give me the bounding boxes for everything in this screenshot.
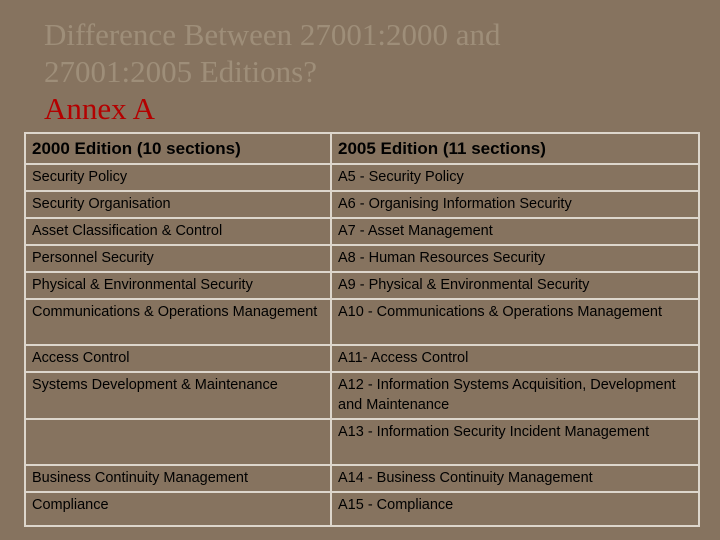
cell-2000-empty bbox=[25, 419, 331, 465]
cell-2005: A14 - Business Continuity Management bbox=[331, 465, 699, 492]
cell-2000: Access Control bbox=[25, 345, 331, 372]
cell-2000: Compliance bbox=[25, 492, 331, 526]
table-row bbox=[25, 345, 699, 372]
cell-2005: A12 - Information Systems Acquisition, Development and Maintenance bbox=[331, 372, 699, 419]
table-row bbox=[25, 272, 699, 299]
table-row bbox=[25, 465, 699, 492]
cell-2005: A7 - Asset Management bbox=[331, 218, 699, 245]
cell-2000: Security Organisation bbox=[25, 191, 331, 218]
cell-2005: A8 - Human Resources Security bbox=[331, 245, 699, 272]
table-row bbox=[25, 372, 699, 419]
slide-subtitle: Annex A bbox=[44, 91, 156, 126]
table-row bbox=[25, 419, 699, 465]
table-row bbox=[25, 164, 699, 191]
table-row bbox=[25, 492, 699, 526]
cell-2000: Systems Development & Maintenance bbox=[25, 372, 331, 419]
cell-2005: A13 - Information Security Incident Management bbox=[331, 419, 699, 465]
table-header-row bbox=[25, 133, 699, 164]
cell-2000: Communications & Operations Management bbox=[25, 299, 331, 345]
cell-2005: A11- Access Control bbox=[331, 345, 699, 372]
header-2000-edition: 2000 Edition (10 sections) bbox=[25, 133, 331, 164]
cell-2000: Business Continuity Management bbox=[25, 465, 331, 492]
title-line-1: Difference Between 27001:2000 and bbox=[44, 17, 501, 52]
cell-2005: A5 - Security Policy bbox=[331, 164, 699, 191]
title-line-2: 27001:2005 Editions? bbox=[44, 54, 317, 89]
table-row bbox=[25, 191, 699, 218]
header-2005-edition: 2005 Edition (11 sections) bbox=[331, 133, 699, 164]
cell-2000: Security Policy bbox=[25, 164, 331, 191]
cell-2005: A10 - Communications & Operations Management bbox=[331, 299, 699, 345]
table-row bbox=[25, 299, 699, 345]
cell-2000: Asset Classification & Control bbox=[25, 218, 331, 245]
cell-2000: Physical & Environmental Security bbox=[25, 272, 331, 299]
table-row bbox=[25, 245, 699, 272]
comparison-table bbox=[24, 132, 700, 527]
cell-2000: Personnel Security bbox=[25, 245, 331, 272]
cell-2005: A15 - Compliance bbox=[331, 492, 699, 526]
cell-2005: A9 - Physical & Environmental Security bbox=[331, 272, 699, 299]
cell-2005: A6 - Organising Information Security bbox=[331, 191, 699, 218]
table-row bbox=[25, 218, 699, 245]
slide-title bbox=[44, 16, 684, 127]
